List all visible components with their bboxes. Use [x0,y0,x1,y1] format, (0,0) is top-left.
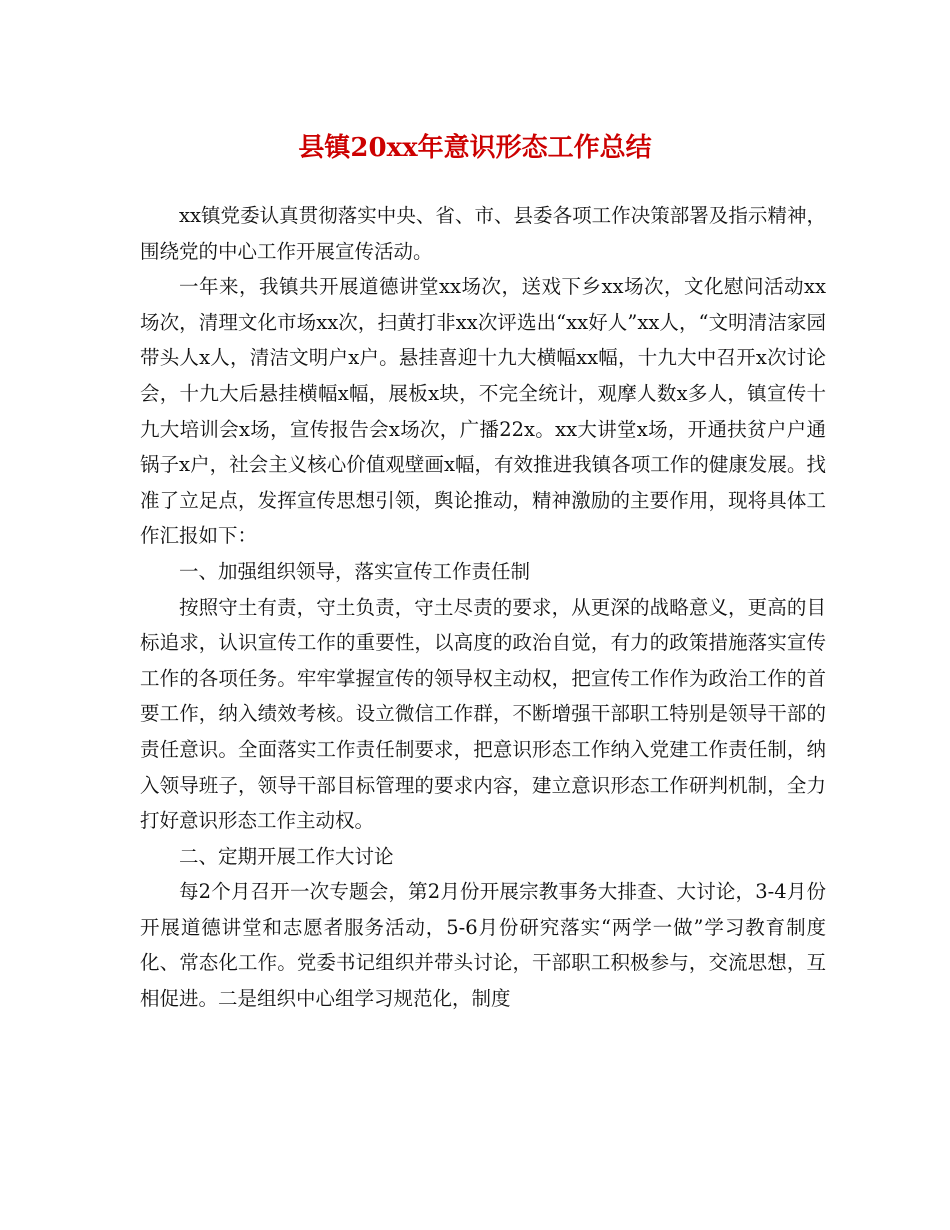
document-body [140,198,826,1017]
paragraph-section-1: 按照守土有责，守土负责，守土尽责的要求，从更深的战略意义，更高的目标追求，认识宣传工作的重要性，以高度的政治自觉，有力的政策措施落实宣传工作的各项任务。牢牢掌握宣传的领导权主动权，把宣传工作作为政治工作的首要工作，纳入绩效考核。设立微信工作群，不断增强干部职工特别是领导干部的责任意识。全面落实工作责任制要求，把意识形态工作纳入党建工作责任制，纳入领导班子，领导干部目标管理的要求内容，建立意识形态工作研判机制，全力打好意识形态工作主动权。 [140,595,826,833]
paragraph-intro: xx镇党委认真贯彻落实中央、省、市、县委各项工作决策部署及指示精神，围绕党的中心工作开展宣传活动。 [140,204,826,263]
document-title: 县镇20xx年意识形态工作总结 [298,133,652,163]
section-heading-1: 一、加强组织领导，落实宣传工作责任制 [179,559,531,583]
section-heading-2: 二、定期开展工作大讨论 [179,844,394,868]
paragraph-year-summary: 一年来，我镇共开展道德讲堂xx场次，送戏下乡xx场次，文化慰问活动xx场次，清理文化市场xx次，扫黄打非xx次评选出“xx好人”xx人，“文明清洁家园带头人x人，清洁文明户x户。悬挂喜迎十九大横幅xx幅，十九大中召开x次讨论会，十九大后悬挂横幅x幅，展板x块，不完全统计，观摩人数x多人，镇宣传十九大培训会x场，宣传报告会x场次，广播22x。xx大讲堂x场，开通扶贫户户通锅子x户，社会主义核心价值观壁画x幅，有效推进我镇各项工作的健康发展。找准了立足点，发挥宣传思想引领，舆论推动，精神激励的主要作用，现将具体工作汇报如下： [140,275,826,548]
paragraph-section-2: 每2个月召开一次专题会，第2月份开展宗教事务大排查、大讨论，3-4月份开展道德讲堂和志愿者服务活动，5-6月份研究落实“两学一做”学习教育制度化、常态化工作。党委书记组织并带头讨论，干部职工积极参与，交流思想，互相促进。二是组织中心组学习规范化，制度 [140,880,826,1011]
